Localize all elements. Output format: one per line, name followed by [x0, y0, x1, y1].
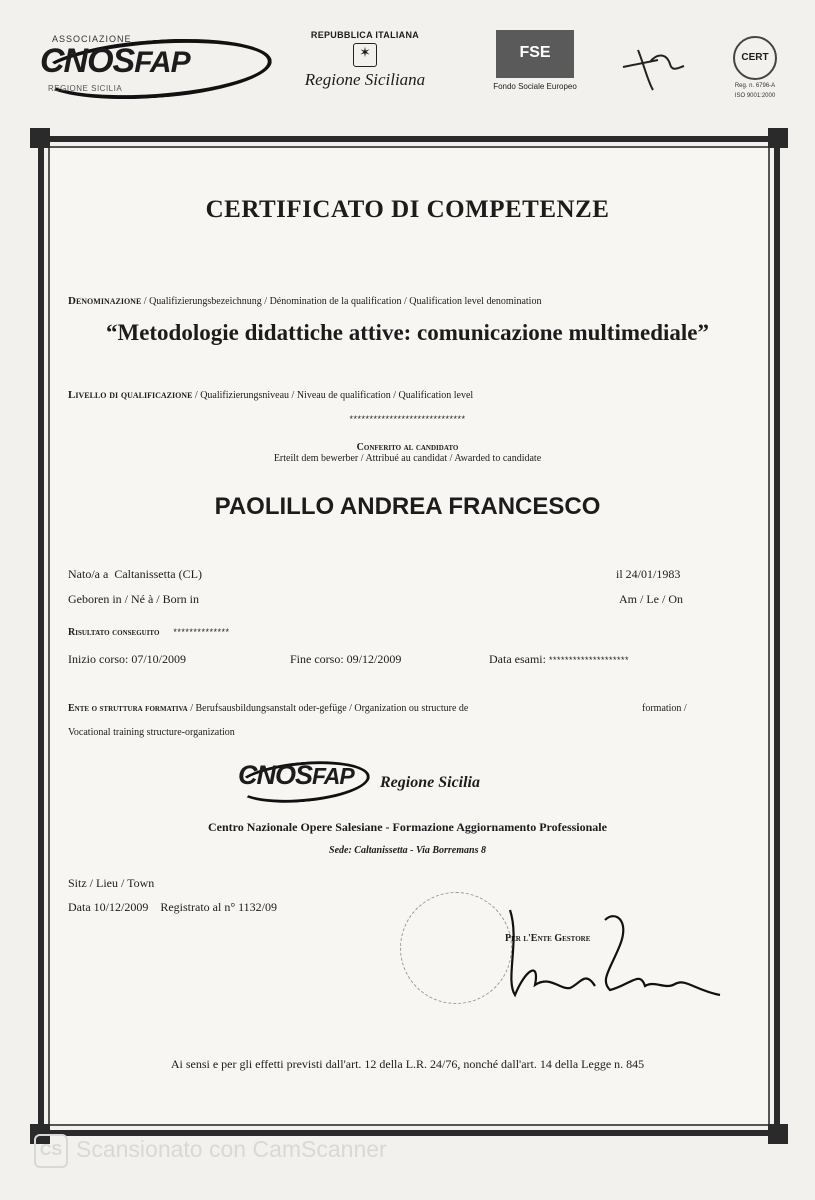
cert-caption-2: ISO 9001:2000: [734, 93, 776, 99]
risultato-line: Risultato conseguito **************: [68, 627, 230, 638]
cnos-fap-logo: [38, 30, 268, 100]
regione-sicilia: Regione Sicilia: [380, 774, 480, 791]
livello-line: Livello di qualificazione / Qualifizierungsniveau / Niveau de qualification / Qualification level: [68, 389, 474, 401]
eu-flag-icon: FSE: [496, 30, 574, 78]
conferito-label: Conferito al candidato: [356, 442, 459, 453]
sede-line: Sede: Caltanissetta - Via Borremans 8: [329, 845, 486, 856]
cnos-logo-text: CNOSFAP: [40, 42, 190, 80]
am-le-on: Am / Le / On: [619, 592, 683, 606]
certification-mark: [725, 36, 785, 116]
ente-formation: formation /: [642, 703, 687, 714]
republic-emblem-icon: ✶: [353, 43, 377, 67]
centro-name: Centro Nazionale Opere Salesiane - Formazione Aggiornamento Professionale: [208, 820, 607, 834]
data-registrato-line: Data 10/12/2009 Registrato al n° 1132/09: [68, 900, 278, 914]
denominazione-line: Denominazione / Qualifizierungsbezeichnung / Dénomination de la qualification / Qualification level denomination: [68, 295, 542, 307]
ente-line: Ente o struttura formativa / Berufsausbildungsanstalt oder-gefüge / Organization ou structure de: [68, 703, 469, 714]
certificate-title: CERTIFICATO DI COMPETENZE: [205, 196, 610, 223]
cert-caption-1: Reg. n. 6796-A: [734, 83, 776, 89]
born-translations: Geboren in / Né à / Born in: [68, 592, 199, 606]
qualification-title: “Metodologie didattiche attive: comunicazione multimediale”: [105, 320, 709, 345]
handwritten-signature-icon: [490, 900, 740, 1010]
data-esami: Data esami: ********************: [489, 652, 630, 666]
ente-gestore-label: Per l'Ente Gestore: [505, 933, 591, 944]
birth-date-line: il 24/01/1983: [616, 567, 681, 581]
footer-cnos-logo: [236, 758, 386, 803]
cnos-sub-label: REGIONE SICILIA: [48, 84, 123, 93]
region-script: Regione Siciliana: [304, 70, 426, 89]
camscanner-icon: CS: [34, 1134, 68, 1168]
inizio-corso: Inizio corso: 07/10/2009: [68, 652, 186, 666]
camscanner-watermark: CS Scansionato con CamScanner: [34, 1134, 387, 1168]
ente-translations-2: Vocational training structure-organization: [68, 727, 235, 738]
conferito-translations: Erteilt dem bewerber / Attribué au candidat / Awarded to candidate: [273, 453, 542, 464]
frame-corner: [768, 1124, 788, 1144]
header-signature-icon: [618, 42, 688, 97]
fine-corso: Fine corso: 09/12/2009: [290, 652, 402, 666]
livello-value: *****************************: [349, 414, 466, 424]
cert-circle-icon: CERT: [733, 36, 777, 80]
fse-caption: Fondo Sociale Europeo: [493, 82, 577, 91]
sitz-label: Sitz / Lieu / Town: [68, 876, 155, 890]
republic-title: REPUBBLICA ITALIANA: [310, 30, 420, 40]
legal-footer: Ai sensi e per gli effetti previsti dall'art. 12 della L.R. 24/76, nonché dall'art. 14 della Legge n. 845: [170, 1057, 645, 1071]
fse-logo: [490, 30, 580, 102]
birth-place-line: Nato/a a Caltanissetta (CL): [68, 567, 202, 581]
republic-logo: [290, 30, 440, 100]
frame-corner: [30, 128, 50, 148]
candidate-name: PAOLILLO ANDREA FRANCESCO: [214, 493, 601, 520]
footer-logo-text: CNOSFAP: [238, 760, 354, 790]
frame-corner: [768, 128, 788, 148]
conferito-block: [0, 442, 815, 464]
cnos-association-label: ASSOCIAZIONE: [52, 34, 132, 44]
